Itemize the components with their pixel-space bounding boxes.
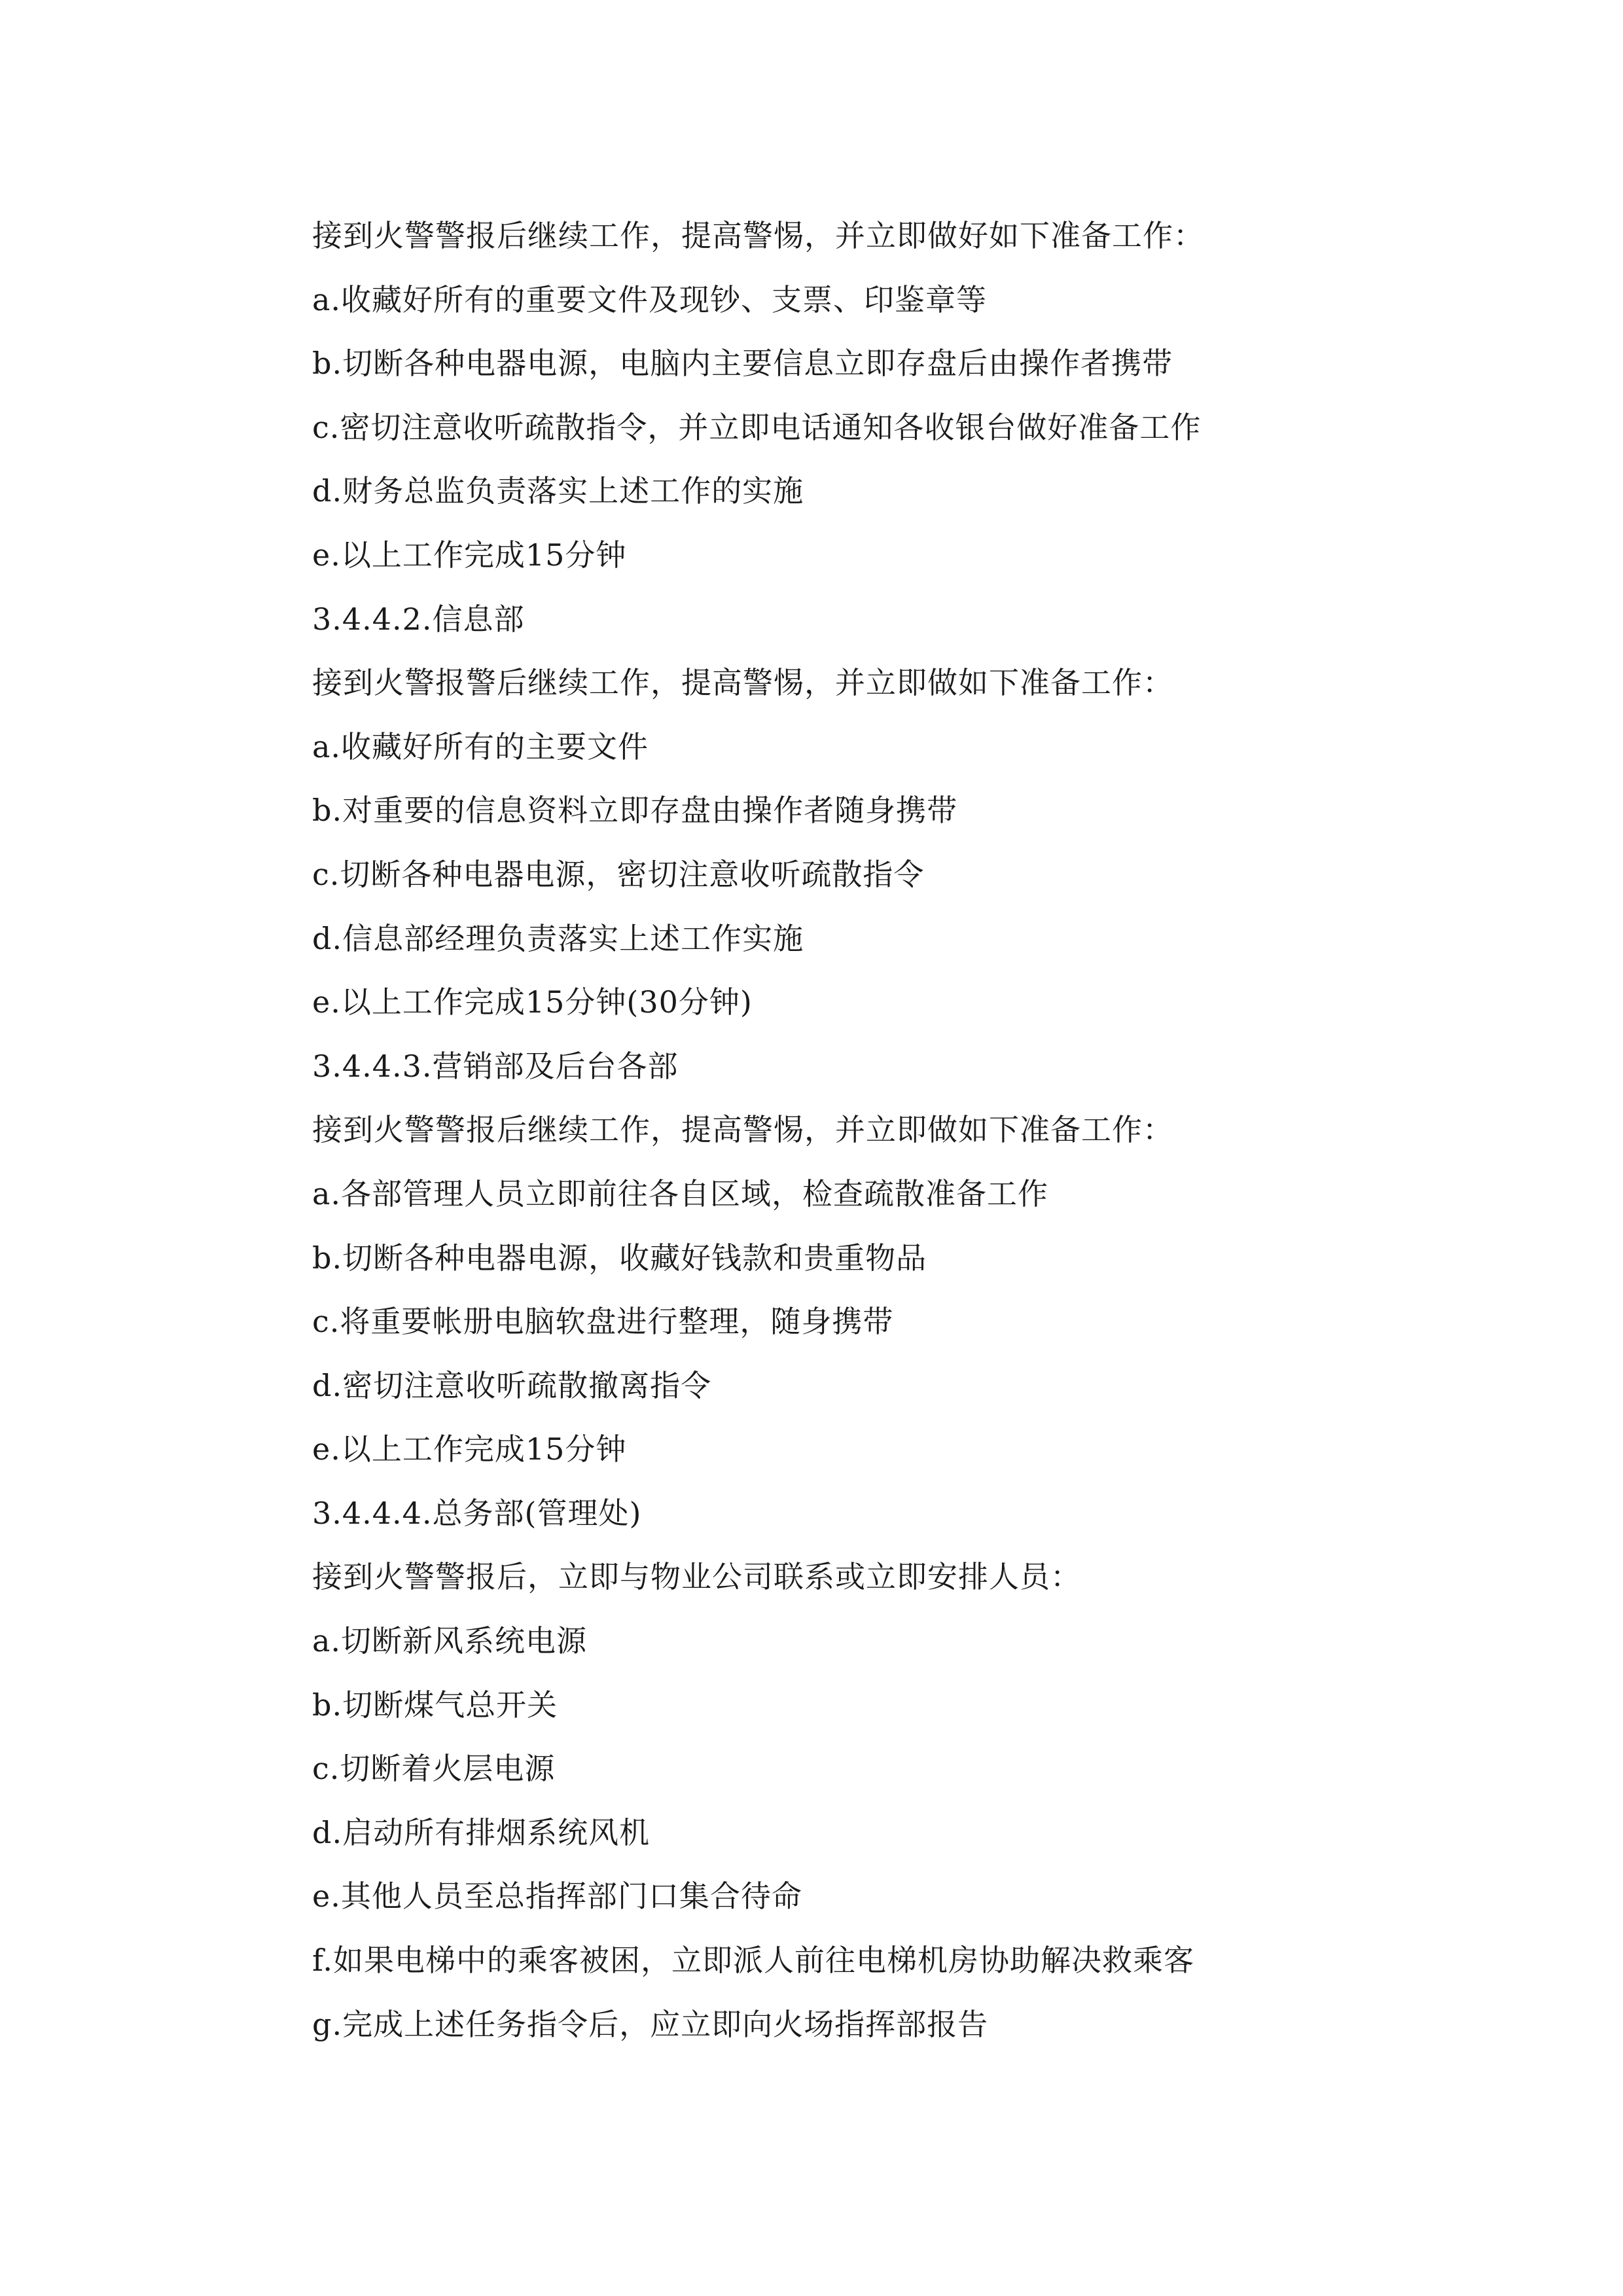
section-heading: 3.4.4.3.营销部及后台各部 <box>312 1048 679 1084</box>
list-item-c: c.切断着火层电源 <box>312 1751 556 1787</box>
list-item-a: a.收藏好所有的主要文件 <box>312 728 649 764</box>
list-item-d: d.信息部经理负责落实上述工作实施 <box>312 920 804 956</box>
body-paragraph: 接到火警警报后继续工作，提高警惕，并立即做好如下准备工作： <box>312 218 1204 253</box>
list-item-a: a.切断新风系统电源 <box>312 1623 588 1659</box>
list-item-c: c.切断各种电器电源，密切注意收听疏散指令 <box>312 856 925 892</box>
list-item-e: e.以上工作完成15分钟 <box>312 1431 627 1467</box>
list-item-b: b.切断煤气总开关 <box>312 1687 558 1723</box>
list-item-d: d.财务总监负责落实上述工作的实施 <box>312 473 804 509</box>
list-item-a: a.收藏好所有的重要文件及现钞、支票、印鉴章等 <box>312 281 988 317</box>
list-item-e: e.其他人员至总指挥部门口集合待命 <box>312 1878 802 1914</box>
list-item-c: c.将重要帐册电脑软盘进行整理，随身携带 <box>312 1304 894 1340</box>
list-item-d: d.密切注意收听疏散撤离指令 <box>312 1367 712 1403</box>
list-item-f: f.如果电梯中的乘客被困，立即派人前往电梯机房协助解决救乘客 <box>312 1943 1195 1979</box>
list-item-e: e.以上工作完成15分钟 <box>312 537 627 573</box>
list-item-e: e.以上工作完成15分钟(30分钟) <box>312 984 753 1020</box>
list-item-b: b.切断各种电器电源，收藏好钱款和贵重物品 <box>312 1240 927 1276</box>
list-item-c: c.密切注意收听疏散指令，并立即电话通知各收银台做好准备工作 <box>312 409 1202 445</box>
list-item-g: g.完成上述任务指令后，应立即向火场指挥部报告 <box>312 2006 989 2042</box>
body-paragraph: 接到火警警报后继续工作，提高警惕，并立即做如下准备工作： <box>312 1112 1173 1148</box>
list-item-d: d.启动所有排烟系统风机 <box>312 1814 651 1850</box>
section-heading: 3.4.4.4.总务部(管理处) <box>312 1495 642 1531</box>
body-paragraph: 接到火警报警后继续工作，提高警惕，并立即做如下准备工作： <box>312 665 1173 701</box>
body-paragraph: 接到火警警报后，立即与物业公司联系或立即安排人员： <box>312 1559 1081 1595</box>
document-body <box>312 204 1359 2056</box>
list-item-b: b.对重要的信息资料立即存盘由操作者随身携带 <box>312 793 958 829</box>
list-item-a: a.各部管理人员立即前往各自区域，检查疏散准备工作 <box>312 1175 1049 1211</box>
section-heading: 3.4.4.2.信息部 <box>312 601 525 637</box>
list-item-b: b.切断各种电器电源，电脑内主要信息立即存盘后由操作者携带 <box>312 346 1173 382</box>
